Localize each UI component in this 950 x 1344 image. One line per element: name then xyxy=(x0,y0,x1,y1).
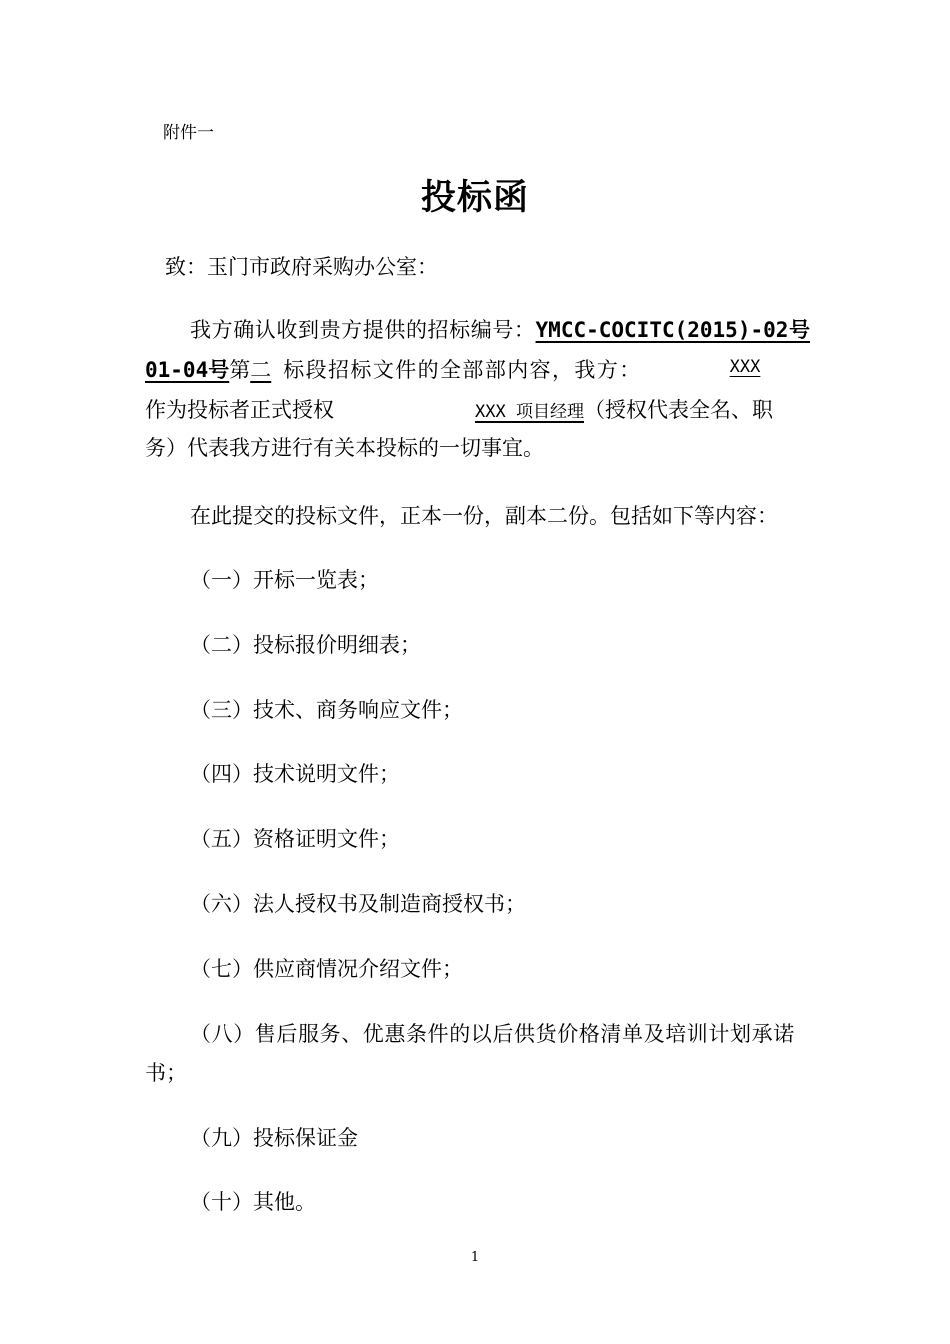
paragraph1-prefix: 我方确认收到贵方提供的招标编号： xyxy=(190,318,536,342)
list-item: （十）其他。 xyxy=(190,1190,316,1214)
list-item: （七）供应商情况介绍文件； xyxy=(190,957,463,981)
authorized-representative xyxy=(334,397,584,422)
list-item: （二）投标报价明细表； xyxy=(190,633,421,657)
tender-number-part2: 01-04号 xyxy=(145,358,230,382)
list-item: （九）投标保证金 xyxy=(190,1126,358,1150)
list-item: （六）法人授权书及制造商授权书； xyxy=(190,892,526,916)
paragraph1-line1 xyxy=(145,314,810,344)
salutation: 致：玉门市政府采购办公室： xyxy=(165,255,438,279)
attachment-label: 附件一 xyxy=(163,123,214,143)
paragraph1-line3 xyxy=(145,394,810,424)
list-item: （三）技术、商务响应文件； xyxy=(190,698,463,722)
representative-text: XXX 项目经理 xyxy=(475,402,584,422)
paragraph1-line3-suffix: （授权代表全名、职 xyxy=(584,398,773,422)
paragraph1-line3-prefix: 作为投标者正式授权 xyxy=(145,398,334,422)
section-prefix: 第 xyxy=(229,358,251,382)
section-number: 二 xyxy=(250,358,272,382)
page-number: 1 xyxy=(470,1250,480,1265)
list-item: （五）资格证明文件； xyxy=(190,827,400,851)
document-title: 投标函 xyxy=(420,178,529,218)
paragraph1-line4: 务）代表我方进行有关本投标的一切事宜。 xyxy=(145,436,544,460)
tender-number-part1: YMCC-COCITC(2015)-02号 xyxy=(535,318,810,342)
list-item: （四）技术说明文件； xyxy=(190,762,400,786)
list-item-continuation: 书； xyxy=(145,1061,187,1085)
paragraph1-line2 xyxy=(145,354,810,384)
list-item: （一）开标一览表； xyxy=(190,568,379,592)
bidder-name: XXX xyxy=(729,357,761,377)
paragraph2: 在此提交的投标文件，正本一份，副本二份。包括如下等内容： xyxy=(190,504,778,528)
paragraph1-middle: 标段招标文件的全部部内容，我方： xyxy=(283,358,642,382)
list-item: （八）售后服务、优惠条件的以后供货价格清单及培训计划承诺 xyxy=(190,1022,795,1046)
